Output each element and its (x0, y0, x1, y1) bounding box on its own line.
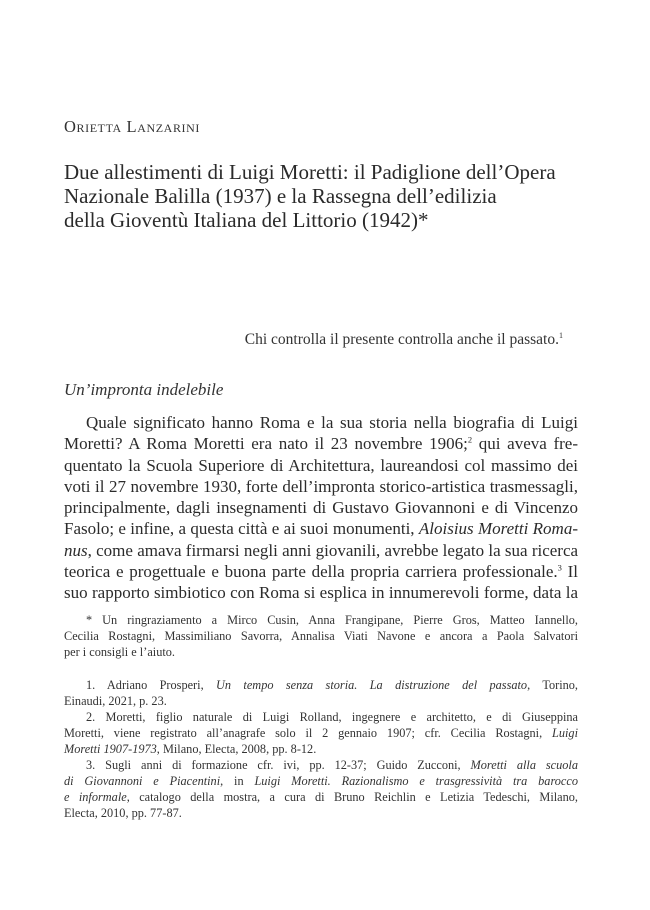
author-name: Orietta Lanzarini (64, 117, 201, 136)
title-line: Nazionale Balilla (1937) e la Rassegna dell’edilizia (64, 184, 497, 208)
footnote-3 (64, 757, 578, 773)
note-line: * Un ringraziamento a Mirco Cusin, Anna Frangipane, Pierre Gros, Matteo Iannello, (86, 613, 578, 627)
note-italic-text: e informale (64, 790, 127, 804)
title-line: Due allestimenti di Luigi Moretti: il Padiglione dell’Opera (64, 160, 556, 184)
footnote-ref: 2 (467, 434, 473, 445)
body-line (64, 561, 578, 582)
body-text: suo rapporto simbiotico con Roma si esplica in innumerevoli forme, data la (64, 583, 578, 603)
body-line (64, 455, 578, 476)
body-line (64, 582, 578, 603)
body-line (64, 540, 578, 561)
body-italic-text: nus (64, 540, 88, 560)
acknowledgement-note (64, 612, 578, 660)
body-italic-text: Aloisius Moretti Roma- (418, 519, 578, 539)
footnote-2-cont (64, 741, 578, 757)
body-line (64, 476, 578, 497)
note-text: Moretti, viene registrato all’anagrafe solo il 2 gennaio 1907; cfr. Cecilia Rostagni, (64, 726, 553, 740)
note-italic-text: Moretti 1907-1973 (64, 742, 157, 756)
body-text: Fasolo; e infine, a questa città e ai suoi monumenti, (64, 519, 419, 539)
body-text: qui aveva fre- (472, 434, 579, 454)
body-text: voti il 27 novembre 1930, forte dell’impronta storico-artistica trasmessagli, (64, 476, 578, 496)
body-text: Moretti? A Roma Moretti era nato il 23 novembre 1906; (64, 434, 468, 454)
body-line (64, 412, 578, 433)
epigraph (245, 331, 563, 349)
note-italic-text: Luigi (552, 726, 578, 740)
note-italic-text: Un tempo senza storia. La distruzione del passato (216, 678, 528, 692)
body-line (64, 433, 578, 454)
note-line: Cecilia Rostagni, Massimiliano Savorra, Annalisa Viati Navone e ancora a Paola Salvatori (64, 629, 578, 643)
note-line: per i consigli e l’aiuto. (64, 645, 175, 659)
footnote-3-cont (64, 789, 578, 805)
footnote-3-cont: Electa, 2010, pp. 77-87. (64, 806, 182, 820)
note-text: , catalogo della mostra, a cura di Bruno Reichlin e Letizia Tedeschi, Milano, (126, 790, 578, 804)
body-text: teorica e progettuale e buona parte della propria carriera professionale. (64, 562, 558, 582)
epigraph-note-ref: 1 (559, 331, 563, 340)
body-paragraph (64, 412, 578, 604)
footnote-1 (64, 677, 578, 693)
title-line: della Gioventù Italiana del Littorio (1942)* (64, 208, 429, 232)
body-text: principalmente, dagli insegnamenti di Gustavo Giovannoni e di Vincenzo (64, 498, 578, 518)
body-line (64, 518, 578, 539)
footnote-3-cont (64, 773, 578, 789)
note-italic-text: Moretti alla scuola (470, 758, 578, 772)
note-italic-text: di Giovannoni e Piacentini (64, 774, 221, 788)
note-text: , in (220, 774, 255, 788)
footnotes (64, 677, 578, 821)
footnote-1-cont: Einaudi, 2021, p. 23. (64, 694, 167, 708)
section-heading: Un’impronta indelebile (64, 380, 224, 399)
body-text: quentato la Scuola Superiore di Architettura, laureandosi col massimo dei (64, 455, 578, 475)
note-text: 1. Adriano Prosperi, (86, 678, 217, 692)
note-text: 3. Sugli anni di formazione cfr. ivi, pp. 12-37; Guido Zucconi, (86, 758, 471, 772)
body-line (64, 497, 578, 518)
note-text: , Torino, (527, 678, 579, 692)
note-italic-text: Luigi Moretti. Razionalismo e trasgressività tra barocco (254, 774, 578, 788)
note-text: , Milano, Electa, 2008, pp. 8-12. (156, 742, 317, 756)
footnote-2: 2. Moretti, figlio naturale di Luigi Rolland, ingegnere e architetto, e di Giuseppina (86, 710, 578, 724)
footnote-ref: 3 (557, 562, 562, 573)
footnote-2-cont (64, 725, 578, 741)
body-text: Quale significato hanno Roma e la sua storia nella biografia di Luigi (86, 413, 578, 432)
body-text: Il (561, 562, 578, 582)
body-text: , come amava firmarsi negli anni giovanili, avrebbe legato la sua ricerca (87, 540, 579, 560)
epigraph-text: Chi controlla il presente controlla anche il passato. (244, 331, 559, 349)
article-title (64, 160, 604, 232)
